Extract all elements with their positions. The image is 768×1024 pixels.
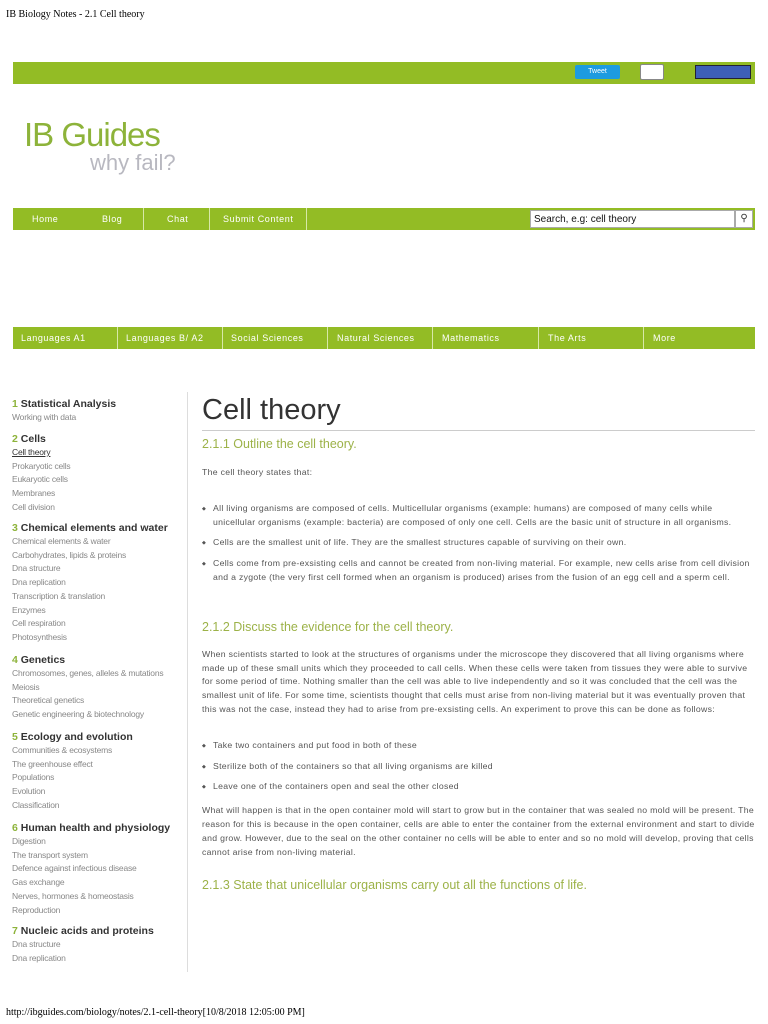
sidebar-heading-title: Genetics [20, 654, 66, 666]
sidebar-item[interactable]: Prokaryotic cells [12, 460, 71, 471]
sidebar-heading[interactable] [12, 731, 133, 743]
subject-divider [538, 327, 539, 349]
sidebar-item[interactable]: Defence against infectious disease [12, 863, 137, 874]
sidebar-heading[interactable] [12, 822, 170, 834]
search-icon: ⚲ [740, 213, 748, 224]
sidebar-heading-number: 1 [12, 398, 18, 410]
sidebar-heading[interactable] [12, 522, 168, 534]
sidebar-item[interactable]: Digestion [12, 836, 46, 846]
sidebar-heading-number: 2 [12, 433, 18, 445]
sidebar-item[interactable]: Cell theory [12, 447, 51, 457]
sidebar-item[interactable]: Dna structure [12, 563, 61, 574]
subject-more[interactable]: More [653, 333, 676, 343]
sidebar-item[interactable]: Genetic engineering & biotechnology [12, 709, 144, 720]
sidebar-item[interactable]: Transcription & translation [12, 590, 106, 601]
sidebar-item[interactable]: Photosynthesis [12, 631, 67, 642]
search-input[interactable] [530, 210, 735, 228]
list-item: ◆ All living organisms are composed of cells. Multicellular organisms (example: humans) are composed of many cells while unicellular organisms (example: bacteria) are composed of only one cell. Cells are the basic unit of structure in all organisms. [202, 502, 757, 530]
sidebar-heading-number: 3 [12, 522, 18, 534]
sidebar-item[interactable]: Cell respiration [12, 618, 66, 629]
sidebar-heading-number: 7 [12, 925, 18, 937]
page-title: Cell theory [202, 394, 341, 426]
sidebar-item[interactable]: Dna structure [12, 939, 61, 949]
subject-divider [117, 327, 118, 349]
list-item: ◆ Cells come from pre-exsisting cells and cannot be created from non-living material. For example, new cells arise from cell division and a zygote (the very first cell formed when an organism is produced) arises from the fusion of an egg cell and a sperm cell. [202, 557, 757, 585]
subject-languages-a1[interactable]: Languages A1 [21, 333, 86, 343]
main-content [202, 436, 757, 893]
sidebar-item[interactable]: Dna replication [12, 952, 66, 963]
sidebar-item[interactable]: The greenhouse effect [12, 758, 93, 769]
sidebar-heading[interactable] [12, 398, 116, 410]
subject-natural-sciences[interactable]: Natural Sciences [337, 333, 415, 343]
subject-languages-b[interactable]: Languages B/ A2 [126, 333, 204, 343]
paragraph: What will happen is that in the open container mold will start to grow but in the container that was sealed no mold will be present. The reason for this is because in the open container, cells are able to enter the container from the external environment and start to divide and grow. However, due to the seal on the other container no cells will be able to enter and so no mold will develop, proving that cells cannot arise from non-living material. [202, 805, 755, 857]
sidebar-item[interactable]: Communities & ecosystems [12, 745, 113, 755]
list-item: ◆ Cells are the smallest unit of life. They are the smallest structures capable of surviving on their own. [202, 536, 757, 550]
sidebar-item[interactable]: Enzymes [12, 604, 46, 615]
nav-divider [306, 208, 307, 230]
sidebar-item[interactable]: Dna replication [12, 577, 66, 588]
nav-blog[interactable]: Blog [102, 214, 123, 224]
page-header-title: IB Biology Notes - 2.1 Cell theory [6, 9, 145, 20]
sidebar-item[interactable]: Populations [12, 772, 55, 783]
sidebar-heading-title: Statistical Analysis [20, 398, 117, 410]
sidebar-item[interactable]: Chromosomes, genes, alleles & mutations [12, 668, 164, 678]
list-item: ◆ Leave one of the containers open and seal the other closed [202, 780, 757, 794]
sidebar-heading[interactable] [12, 433, 46, 445]
sidebar-heading-number: 5 [12, 731, 18, 743]
sidebar-heading-number: 4 [12, 654, 18, 666]
subject-divider [432, 327, 433, 349]
sidebar-item[interactable]: Eukaryotic cells [12, 474, 68, 485]
sidebar-item[interactable]: Working with data [12, 412, 77, 422]
sidebar-heading-title: Ecology and evolution [20, 731, 133, 743]
sidebar-item[interactable]: The transport system [12, 849, 88, 860]
section-heading: 2.1.2 Discuss the evidence for the cell theory. [202, 619, 454, 634]
sidebar-divider [187, 392, 188, 972]
logo-title[interactable]: IB Guides [24, 116, 160, 153]
sidebar-item[interactable]: Chemical elements & water [12, 536, 111, 546]
search-button[interactable] [735, 210, 753, 228]
nav-divider [143, 208, 144, 230]
sidebar-heading[interactable] [12, 925, 154, 937]
sidebar-item[interactable]: Classification [12, 799, 60, 810]
sidebar-item[interactable]: Gas exchange [12, 877, 65, 888]
sidebar-heading-title: Nucleic acids and proteins [20, 925, 154, 937]
sidebar-heading-title: Human health and physiology [20, 822, 171, 834]
section-heading: 2.1.3 State that unicellular organisms carry out all the functions of life. [202, 878, 587, 893]
share-button[interactable] [695, 65, 751, 79]
section-heading: 2.1.1 Outline the cell theory. [202, 437, 357, 451]
sidebar-item[interactable]: Carbohydrates, lipids & proteins [12, 549, 127, 560]
subject-the-arts[interactable]: The Arts [548, 333, 587, 343]
nav-chat[interactable]: Chat [167, 214, 189, 224]
sidebar-heading[interactable] [12, 654, 65, 666]
tweet-button[interactable]: Tweet [575, 65, 620, 79]
subject-mathematics[interactable]: Mathematics [442, 333, 500, 343]
paragraph: The cell theory states that: [202, 467, 313, 477]
title-rule [202, 430, 755, 431]
nav-submit-content[interactable]: Submit Content [223, 214, 294, 224]
subject-divider [327, 327, 328, 349]
nav-divider [209, 208, 210, 230]
sidebar-item[interactable]: Membranes [12, 488, 56, 499]
list-item: ◆ Sterilize both of the containers so that all living organisms are killed [202, 760, 757, 774]
list-item: ◆ Take two containers and put food in both of these [202, 739, 757, 753]
subject-social-sciences[interactable]: Social Sciences [231, 333, 304, 343]
logo-tagline: why fail? [90, 150, 176, 175]
paragraph: When scientists started to look at the structures of organisms under the microscope they discovered that all living organisms where made up of these small units which they proceeded to call cells. When these cells were taken from tissues they were able to survive for some period of time. Nothing smaller than the cell was able to live independently and so it was concluded that the cell was the smallest unit of life. For some time, scientists thought that cells must arise from non-living material but it was eventually proven that this was not the case, instead they had to arise from pre-exsisting cells. An experiment to prove this can be done as follows: [202, 648, 748, 714]
subject-divider [643, 327, 644, 349]
social-counter-box[interactable] [640, 64, 664, 80]
sidebar-item[interactable]: Theoretical genetics [12, 695, 85, 706]
subject-nav [13, 327, 755, 349]
sidebar-heading-number: 6 [12, 822, 18, 834]
sidebar-item[interactable]: Meiosis [12, 681, 40, 692]
sidebar-heading-title: Chemical elements and water [20, 522, 168, 534]
page-footer-url: http://ibguides.com/biology/notes/2.1-cell-theory[10/8/2018 12:05:00 PM] [6, 1007, 305, 1018]
sidebar-heading-title: Cells [20, 433, 46, 445]
sidebar-item[interactable]: Reproduction [12, 904, 61, 915]
nav-home[interactable]: Home [32, 214, 59, 224]
subject-divider [222, 327, 223, 349]
sidebar-item[interactable]: Evolution [12, 786, 46, 797]
sidebar-item[interactable]: Nerves, hormones & homeostasis [12, 890, 134, 901]
sidebar-item[interactable]: Cell division [12, 501, 55, 512]
